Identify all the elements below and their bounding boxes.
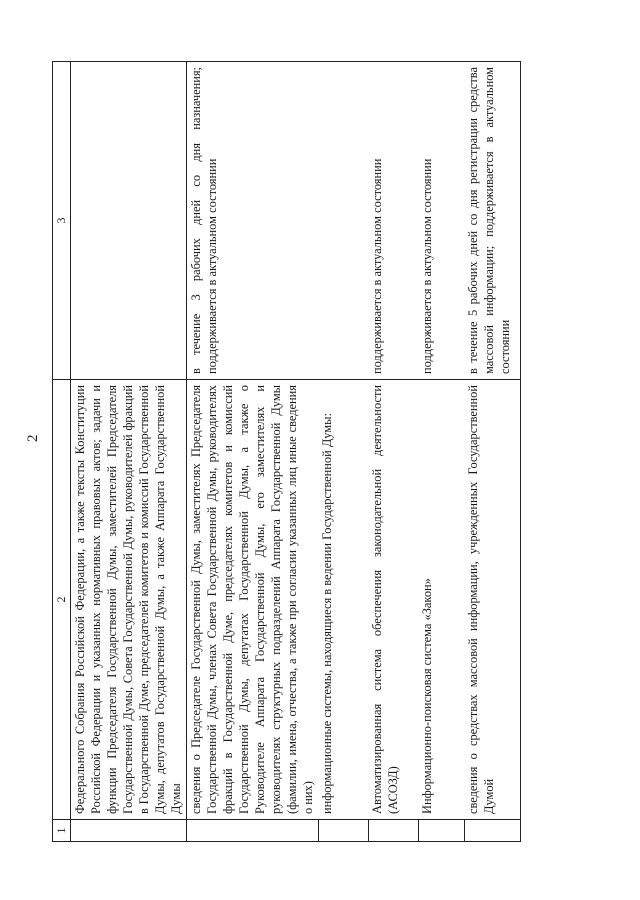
- table-row: [418, 62, 464, 842]
- table-cell: информационные системы, находящиеся в ведении Государственной Думы:: [318, 380, 368, 820]
- table-cell: в течение 3 рабочих дней со дня назначения; поддерживается в актуальном состоянии: [187, 62, 319, 380]
- table-cell: Информационно-поисковая система «Закон»: [418, 380, 464, 820]
- table-row: [71, 62, 187, 842]
- number-cell: [464, 820, 520, 842]
- table-cell: Федерального Собрания Российской Федерации, а также тексты Конституции Российской Федерации и указанных нормативных правовых актов; задачи и функции Председателя Государственной Думы, заместителей Председателя Государственной Думы, Совета Государственной Думы, руководителей фракций в Государственной Думе, председателей комитетов и комиссий Государственной Думы, депутатов Государственной Думы, а также Аппарата Государственной Думы: [71, 380, 187, 820]
- rotated-page-content: [52, 62, 612, 842]
- table-row: [318, 62, 368, 842]
- document-table: [52, 61, 521, 842]
- header-cell: 1: [53, 820, 71, 842]
- table-row: [368, 62, 418, 842]
- table-cell: в течение 5 рабочих дней со дня регистрации средства массовой информации; поддерживается в актуальном состоянии: [464, 62, 520, 380]
- table-row: [464, 62, 520, 842]
- table-cell: [318, 62, 368, 380]
- header-cell: 3: [53, 62, 71, 380]
- page-number: 2: [25, 434, 41, 442]
- table-header-row: [53, 62, 71, 842]
- table-cell: поддерживается в актуальном состоянии: [368, 62, 418, 380]
- table-row: [187, 62, 319, 842]
- table-cell: сведения о Председателе Государственной Думы, заместителях Председателя Государственной Думы, членах Совета Государственной Думы, руководителях фракций в Государственной Думе, председателях комитетов и комиссий Государственной Думы, депутатах Государственной Думы, а также о Руководителе Аппарата Государственной Думы, его заместителях и руководителях структурных подразделений Аппарата Государственной Думы (фамилии, имена, отчества, а также при согласии указанных лиц иные сведения о них): [187, 380, 319, 820]
- table-cell: сведения о средствах массовой информации, учрежденных Государственной Думой: [464, 380, 520, 820]
- number-cell: [318, 820, 368, 842]
- number-cell: [187, 820, 319, 842]
- table-cell: Автоматизированная система обеспечения законодательной деятельности (АСОЗД): [368, 380, 418, 820]
- number-cell: [418, 820, 464, 842]
- header-cell: 2: [53, 380, 71, 820]
- number-cell: [71, 820, 187, 842]
- number-cell: [368, 820, 418, 842]
- table-cell: [71, 62, 187, 380]
- table-cell: поддерживается в актуальном состоянии: [418, 62, 464, 380]
